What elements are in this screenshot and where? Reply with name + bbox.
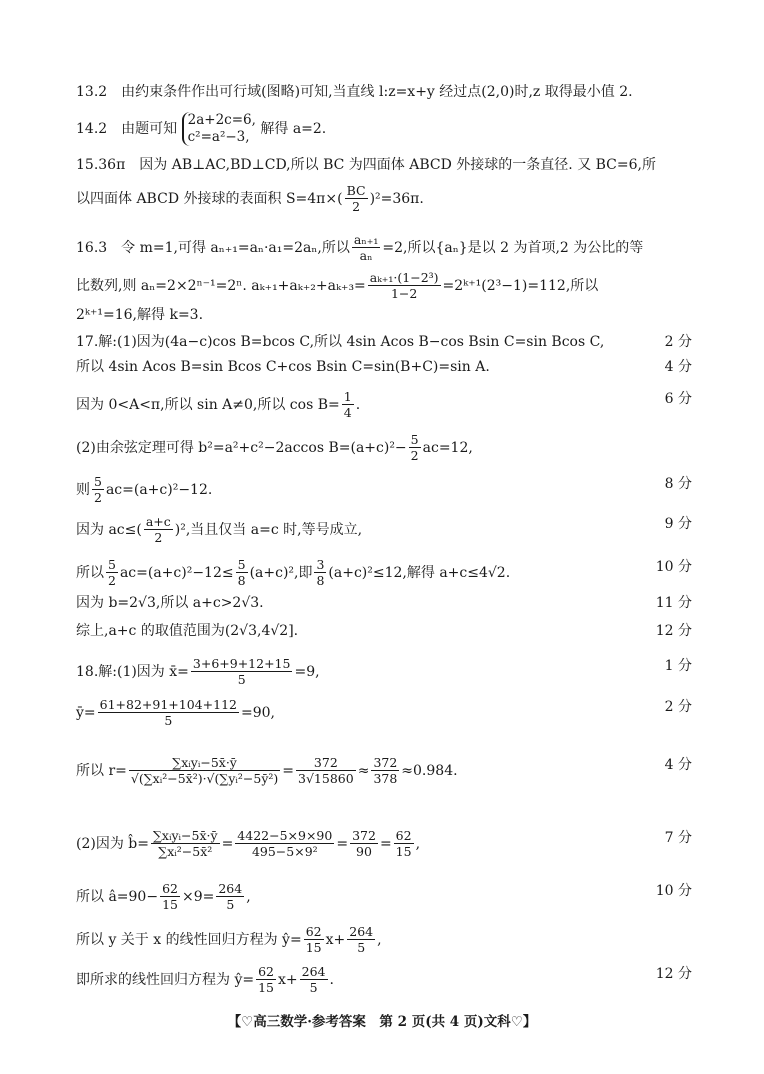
answer-16-text-1a: 16.3 令 m=1,可得 aₙ₊₁=aₙ·a₁=2aₙ,所以 — [76, 239, 350, 256]
fraction-denominator: 5 — [237, 672, 246, 687]
score-mark: 1 分 — [664, 658, 692, 674]
score-mark: 9 分 — [664, 516, 692, 532]
fraction — [216, 881, 244, 912]
fraction — [235, 828, 334, 859]
fraction — [256, 964, 276, 995]
fraction-numerator: ∑xᵢyᵢ−5x̄·ȳ — [129, 755, 280, 771]
fraction-denominator: 495−5×9² — [251, 844, 318, 859]
answer-17-text-8: 因为 b=2√3,所以 a+c>2√3. — [76, 595, 264, 611]
answer-15-line-1 — [76, 155, 696, 175]
answer-17-line-8 — [76, 593, 696, 613]
fraction-denominator: 15 — [305, 940, 322, 955]
answer-18-line-4 — [76, 828, 696, 859]
fraction-denominator: 2 — [410, 448, 419, 463]
fraction-denominator: 5 — [309, 980, 318, 995]
answer-17-text-7d: (a+c)²≤12,解得 a+c≤4√2. — [328, 564, 511, 581]
answer-18-text-4c: = — [336, 835, 349, 852]
answer-17-text-6a: 因为 ac≤( — [76, 521, 142, 538]
fraction — [160, 881, 180, 912]
fraction — [191, 656, 293, 687]
fraction — [296, 755, 356, 786]
fraction-denominator: ∑xᵢ²−5x̄² — [158, 844, 213, 859]
fraction — [151, 828, 220, 859]
answer-17-text-2: 所以 4sin Acos B=sin Bcos C+cos Bsin C=sin(B+C)=sin A. — [76, 359, 490, 375]
answer-15-text-2a: 以四面体 ABCD 外接球的表面积 S=4π×( — [76, 190, 343, 207]
answer-17-text-6b: )²,当且仅当 a=c 时,等号成立, — [174, 521, 363, 538]
fraction-denominator: 15 — [395, 844, 412, 859]
answer-15-text-1: 15.36π 因为 AB⊥AC,BD⊥CD,所以 BC 为四面体 ABCD 外接球的一条直径. 又 BC=6,所 — [76, 157, 656, 173]
answer-16-line-3 — [76, 305, 696, 325]
answer-18-text-3c: ≈ — [357, 762, 370, 779]
fraction-denominator: 5 — [164, 713, 173, 728]
fraction — [144, 514, 173, 545]
answer-15-line-2 — [76, 183, 696, 214]
answer-17-line-3 — [76, 389, 696, 420]
fraction — [371, 755, 399, 786]
answer-18-text-7b: x+ — [278, 971, 298, 988]
fraction-denominator: 2 — [94, 490, 102, 505]
fraction-numerator: 3+6+9+12+15 — [192, 656, 291, 671]
score-mark: 12 分 — [655, 623, 692, 639]
fraction-numerator: 61+82+91+104+112 — [99, 697, 237, 712]
answer-16-text-1b: =2,所以{aₙ}是以 2 为首项,2 为公比的等 — [382, 239, 644, 256]
answer-18-line-7 — [76, 964, 696, 995]
answer-17-text-3a: 因为 0<A<π,所以 sin A≠0,所以 cos B= — [76, 396, 340, 413]
answer-18-text-7c: . — [329, 971, 334, 988]
answer-17-text-5a: 则 — [76, 481, 90, 498]
answer-16-text-2a: 比数列,则 aₙ=2×2ⁿ⁻¹=2ⁿ. aₖ₊₁+aₖ₊₂+aₖ₊₃= — [76, 277, 366, 294]
answer-18-line-3 — [76, 755, 696, 786]
fraction — [92, 474, 104, 505]
answer-18-text-3b: = — [282, 762, 295, 779]
fraction-numerator: 372 — [296, 755, 356, 771]
answer-18-line-1 — [76, 656, 696, 687]
answer-17-line-9 — [76, 621, 696, 641]
fraction-denominator: 1−2 — [390, 286, 418, 301]
score-mark: 11 分 — [655, 595, 692, 611]
fraction — [300, 964, 328, 995]
fraction-numerator: 62 — [258, 964, 274, 979]
score-mark: 10 分 — [655, 883, 692, 899]
fraction — [347, 924, 375, 955]
answer-18-text-2a: ȳ= — [76, 704, 96, 721]
fraction-numerator: 372 — [373, 755, 398, 770]
answer-18-text-4a: (2)因为 b̂= — [76, 835, 149, 852]
answer-17-line-7 — [76, 557, 696, 588]
fraction-numerator: 62 — [162, 881, 178, 896]
fraction — [342, 389, 354, 420]
answer-16-line-1 — [76, 232, 696, 263]
fraction — [304, 924, 324, 955]
fraction — [368, 270, 441, 301]
fraction-denominator: 378 — [373, 771, 398, 786]
answer-13-text: 13.2 由约束条件作出可行域(图略)可知,当直线 l:z=x+y 经过点(2,0)时,z 取得最小值 2. — [76, 84, 633, 100]
answer-17-line-4 — [76, 432, 696, 463]
fraction-numerator: 3 — [316, 557, 325, 572]
score-mark: 10 分 — [655, 559, 692, 575]
fraction-denominator: √(∑xᵢ²−5x̄²)·√(∑yᵢ²−5ȳ²) — [130, 771, 279, 786]
answer-18-text-2b: =90, — [240, 704, 275, 721]
fraction-denominator: 90 — [356, 844, 372, 859]
answer-18-text-5c: , — [246, 888, 251, 905]
fraction-numerator: 5 — [94, 474, 102, 489]
answer-17-text-5b: ac=(a+c)²−12. — [105, 481, 213, 498]
answer-17-line-1 — [76, 332, 696, 352]
answer-18-text-6c: , — [377, 931, 382, 948]
answer-18-line-6 — [76, 924, 696, 955]
answer-18-text-1a: 18.解:(1)因为 x̄= — [76, 663, 189, 680]
answer-15-text-2b: )²=36π. — [369, 190, 424, 207]
score-mark: 8 分 — [664, 476, 692, 492]
fraction — [106, 557, 118, 588]
fraction — [98, 697, 239, 728]
fraction-denominator: 5 — [226, 897, 235, 912]
answer-17-text-9: 综上,a+c 的取值范围为(2√3,4√2]. — [76, 623, 299, 639]
fraction-numerator: a+c — [145, 514, 171, 529]
fraction-denominator: 8 — [316, 573, 325, 588]
fraction — [394, 828, 414, 859]
fraction — [345, 183, 368, 214]
fraction-denominator: 2 — [352, 199, 361, 214]
answer-14-prefix: 14.2 由题可知 — [76, 121, 178, 137]
answer-18-text-6b: x+ — [325, 931, 346, 948]
answer-18-text-5b: ×9= — [181, 888, 215, 905]
answer-17-text-1: 17.解:(1)因为(4a−c)cos B=bcos C,所以 4sin Acos B−cos Bsin C=sin Bcos C, — [76, 334, 605, 350]
fraction-denominator: 5 — [357, 940, 366, 955]
answer-18-text-3a: 所以 r= — [76, 762, 127, 779]
score-mark: 4 分 — [664, 757, 692, 773]
fraction-numerator: 4422−5×9×90 — [237, 828, 333, 843]
score-mark: 12 分 — [655, 966, 692, 982]
fraction — [352, 232, 380, 263]
answer-17-text-7b: ac=(a+c)²−12≤ — [119, 564, 234, 581]
fraction-numerator: 62 — [305, 924, 322, 939]
fraction-denominator: 2 — [108, 573, 116, 588]
score-mark: 4 分 — [664, 359, 692, 375]
fraction-numerator: ∑xᵢyᵢ−5x̄·ȳ — [152, 828, 218, 843]
equation-system — [182, 112, 256, 146]
page-footer: 【♡高三数学·参考答案 第 2 页(共 4 页)文科♡】 — [227, 1014, 537, 1030]
answer-18-text-4e: = — [379, 835, 392, 852]
answer-18-line-5 — [76, 881, 696, 912]
score-mark: 2 分 — [664, 334, 692, 350]
fraction-numerator: aₖ₊₁·(1−2³) — [369, 270, 439, 285]
answer-16-text-2b: =2ᵏ⁺¹(2³−1)=112,所以 — [442, 277, 599, 294]
fraction-denominator: 15 — [258, 980, 274, 995]
score-mark: 7 分 — [664, 830, 692, 846]
answer-17-line-6 — [76, 514, 696, 545]
fraction-denominator: aₙ — [359, 248, 373, 263]
fraction-numerator: BC — [346, 183, 366, 198]
fraction-numerator: 5 — [108, 557, 116, 572]
answer-17-text-7a: 所以 — [76, 564, 104, 581]
answer-18-text-1b: =9, — [294, 663, 320, 680]
answer-18-text-4f: , — [415, 835, 421, 852]
answer-18-text-5a: 所以 â=90− — [76, 888, 159, 905]
fraction-numerator: 264 — [218, 881, 243, 896]
fraction-denominator: 2 — [154, 530, 163, 545]
answer-17-line-2 — [76, 357, 696, 377]
answer-17-line-5 — [76, 474, 696, 505]
fraction — [314, 557, 326, 588]
answer-17-text-4b: ac=12, — [422, 439, 473, 456]
fraction — [129, 755, 280, 786]
answer-16-text-3: 2ᵏ⁺¹=16,解得 k=3. — [76, 307, 204, 323]
fraction-denominator: 4 — [343, 405, 352, 420]
fraction-numerator: 264 — [349, 924, 374, 939]
fraction — [236, 557, 248, 588]
answer-18-text-3d: ≈0.984. — [401, 762, 458, 779]
fraction — [409, 432, 421, 463]
fraction-denominator: 15 — [162, 897, 178, 912]
fraction-numerator: 5 — [237, 557, 246, 572]
answer-17-text-4a: (2)由余弦定理可得 b²=a²+c²−2accos B=(a+c)²− — [76, 439, 407, 456]
answer-18-text-7a: 即所求的线性回归方程为 ŷ= — [76, 971, 255, 988]
fraction-numerator: 62 — [395, 828, 412, 843]
fraction-numerator: 5 — [410, 432, 419, 447]
answer-14-suffix: 解得 a=2. — [260, 121, 327, 137]
answer-17-text-7c: (a+c)²,即 — [249, 564, 313, 581]
system-line-2: c²=a²−3, — [187, 129, 250, 145]
answer-16-line-2 — [76, 270, 696, 301]
answer-14 — [76, 112, 696, 146]
fraction-denominator: 8 — [237, 573, 246, 588]
score-mark: 2 分 — [664, 699, 692, 715]
fraction-numerator: 1 — [343, 389, 352, 404]
fraction-numerator: 372 — [352, 828, 376, 843]
fraction-numerator: aₙ₊₁ — [353, 232, 379, 247]
system-line-1: 2a+2c=6, — [187, 112, 256, 128]
answer-13 — [76, 82, 696, 102]
answer-18-line-2 — [76, 697, 696, 728]
answer-18-text-4b: = — [221, 835, 234, 852]
score-mark: 6 分 — [664, 391, 692, 407]
fraction-numerator: 264 — [301, 964, 326, 979]
answer-18-text-6a: 所以 y 关于 x 的线性回归方程为 ŷ= — [76, 931, 302, 948]
fraction — [350, 828, 378, 859]
answer-17-text-3b: . — [355, 396, 361, 413]
fraction-denominator: 3√15860 — [298, 771, 354, 786]
